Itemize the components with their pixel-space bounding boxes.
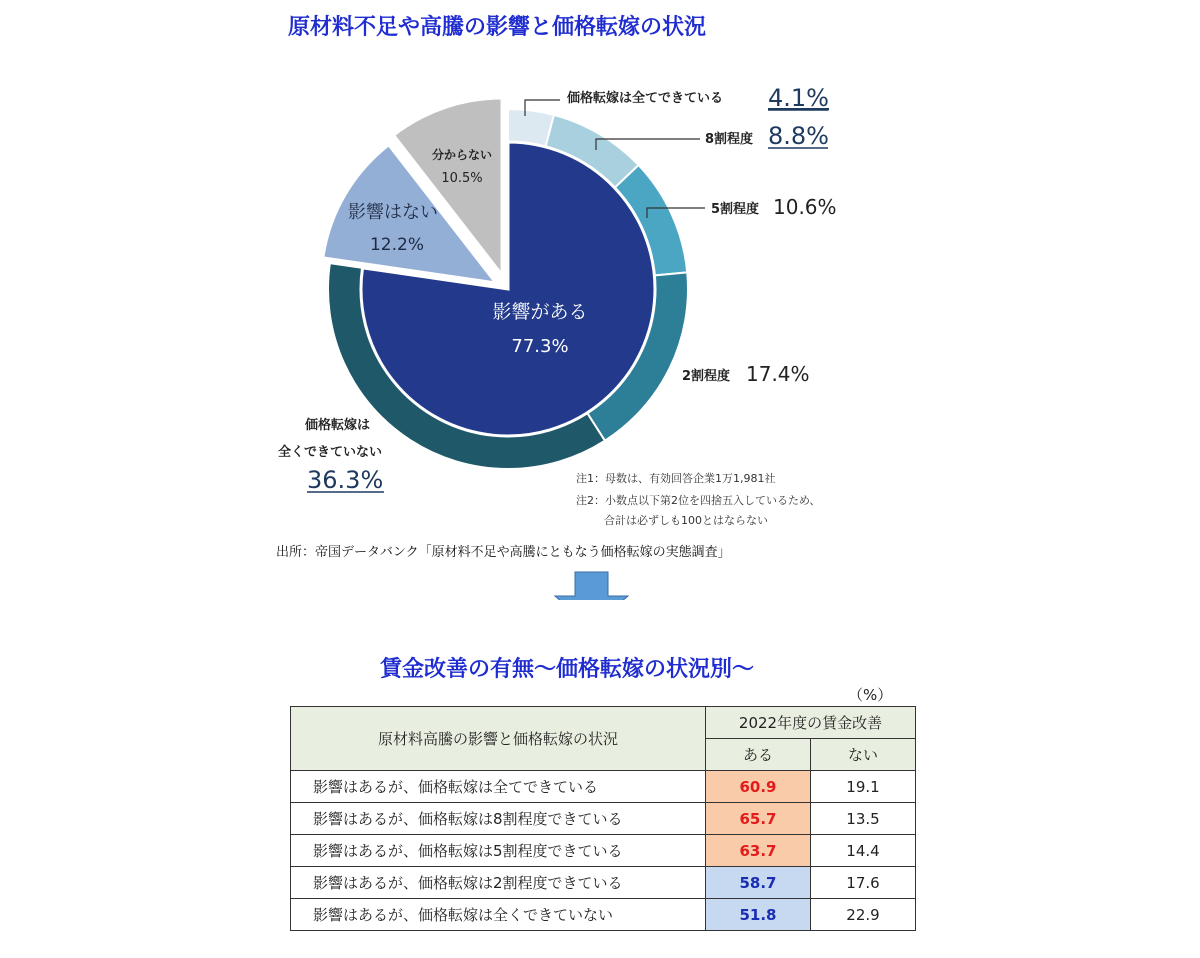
label-unknown-pct: 10.5% — [441, 171, 483, 186]
table-header-label: 原材料高騰の影響と価格転嫁の状況 — [291, 707, 706, 771]
row-label: 影響はあるが、価格転嫁は全くできていない — [291, 899, 706, 931]
label-impact-yes-name: 影響がある — [492, 301, 588, 323]
label-p80-pct: 8.8% — [768, 122, 829, 150]
source-text: 出所：帝国データバンク「原材料不足や高騰にともなう価格転嫁の実態調査」 — [276, 545, 731, 560]
down-arrow — [555, 572, 628, 600]
note-2: 注2：小数点以下第2位を四捨五入しているため、 — [576, 494, 821, 507]
label-all-pct: 4.1% — [768, 84, 829, 112]
label-impact-no-pct: 12.2% — [369, 235, 425, 255]
label-none-pct: 36.3% — [307, 466, 384, 494]
row-label: 影響はあるが、価格転嫁は8割程度できている — [291, 803, 706, 835]
row-yes-value: 65.7 — [706, 803, 811, 835]
row-yes-value: 60.9 — [706, 771, 811, 803]
row-label: 影響はあるが、価格転嫁は2割程度できている — [291, 867, 706, 899]
table-row — [291, 835, 916, 867]
note-1: 注1：母数は、有効回答企業1万1,981社 — [576, 472, 776, 485]
note-2b: 合計は必ずしも100とはならない — [604, 514, 768, 527]
label-p50-name: 5割程度 — [711, 202, 760, 217]
row-yes-value: 51.8 — [706, 899, 811, 931]
label-impact-no-name: 影響はない — [348, 202, 438, 223]
table-title: 賃金改善の有無～価格転嫁の状況別～ — [380, 657, 755, 682]
table-row — [291, 899, 916, 931]
label-none-name-1: 価格転嫁は — [305, 418, 371, 433]
row-label: 影響はあるが、価格転嫁は全てできている — [291, 771, 706, 803]
label-p50-pct: 10.6% — [773, 195, 837, 219]
chart-title: 原材料不足や高騰の影響と価格転嫁の状況 — [288, 15, 707, 40]
table-header-yes: ある — [706, 739, 811, 771]
label-p20-name: 2割程度 — [682, 369, 731, 384]
row-no-value: 22.9 — [811, 899, 916, 931]
wage-table — [290, 706, 916, 931]
table-row — [291, 867, 916, 899]
table-row — [291, 803, 916, 835]
row-no-value: 13.5 — [811, 803, 916, 835]
label-p20-pct: 17.4% — [746, 362, 810, 386]
table-header-no: ない — [811, 739, 916, 771]
label-all-name: 価格転嫁は全てできている — [567, 91, 724, 106]
label-unknown-name: 分からない — [431, 148, 493, 162]
row-no-value: 17.6 — [811, 867, 916, 899]
label-none-name-2: 全くできていない — [278, 445, 383, 460]
row-no-value: 14.4 — [811, 835, 916, 867]
row-yes-value: 63.7 — [706, 835, 811, 867]
row-yes-value: 58.7 — [706, 867, 811, 899]
table-header-group: 2022年度の賃金改善 — [706, 707, 916, 739]
label-impact-yes-pct: 77.3% — [511, 336, 569, 357]
label-p80-name: 8割程度 — [705, 132, 754, 147]
table-unit: （%） — [848, 686, 893, 704]
table-row — [291, 771, 916, 803]
row-label: 影響はあるが、価格転嫁は5割程度できている — [291, 835, 706, 867]
row-no-value: 19.1 — [811, 771, 916, 803]
